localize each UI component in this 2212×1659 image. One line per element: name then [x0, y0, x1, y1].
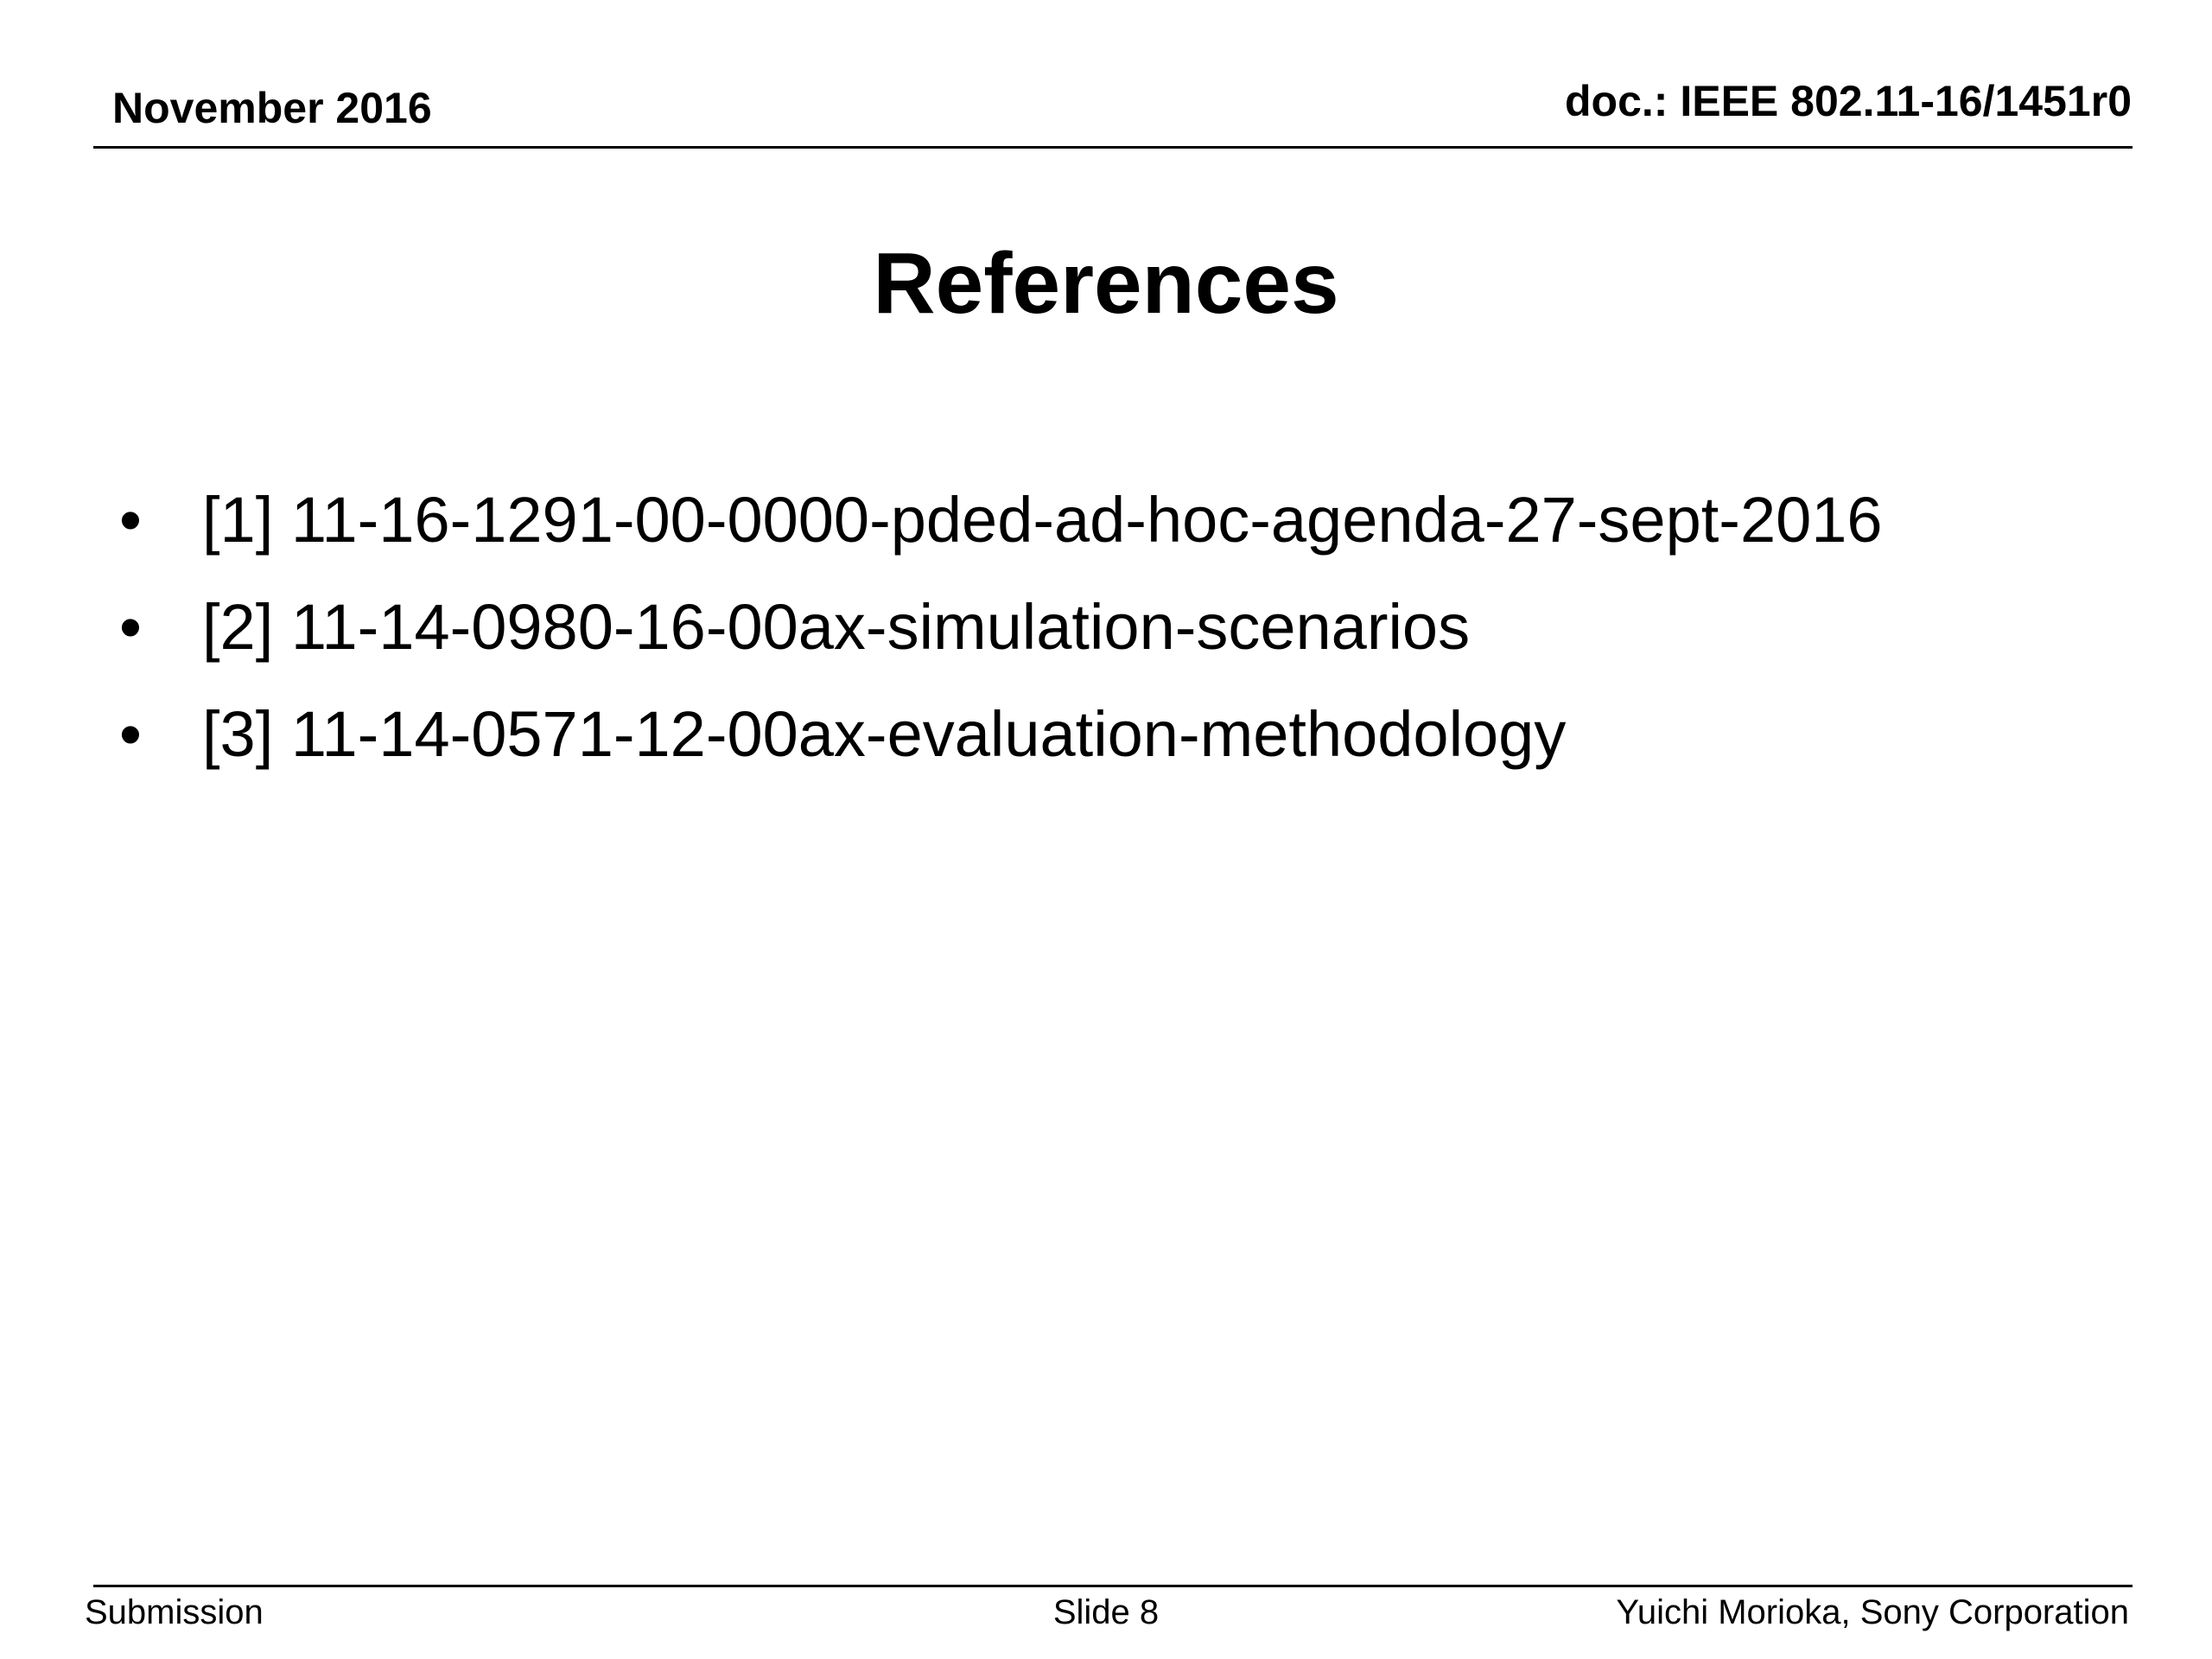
footer-slide-number: Slide 8 — [1052, 1593, 1160, 1631]
reference-text: [2] 11-14-0980-16-00ax-simulation-scenarios — [202, 591, 1471, 663]
footer-submission: Submission — [85, 1593, 264, 1631]
reference-item — [119, 467, 1883, 574]
header-date: November 2016 — [112, 84, 432, 132]
reference-list — [119, 467, 1883, 788]
footer-author: Yuichi Morioka, Sony Corporation — [1616, 1593, 2129, 1631]
reference-item — [119, 574, 1883, 681]
bullet-icon: • — [119, 698, 142, 770]
bullet-icon: • — [119, 484, 142, 556]
reference-text: [1] 11-16-1291-00-0000-pded-ad-hoc-agenda-27-sept-2016 — [202, 484, 1883, 556]
slide-title: References — [873, 235, 1339, 332]
bullet-icon: • — [119, 591, 142, 663]
reference-text: [3] 11-14-0571-12-00ax-evaluation-methodology — [202, 698, 1567, 770]
header-divider — [93, 146, 2133, 149]
reference-item — [119, 681, 1883, 788]
footer-divider — [93, 1585, 2133, 1587]
header-doc-id: doc.: IEEE 802.11-16/1451r0 — [1565, 77, 2132, 125]
